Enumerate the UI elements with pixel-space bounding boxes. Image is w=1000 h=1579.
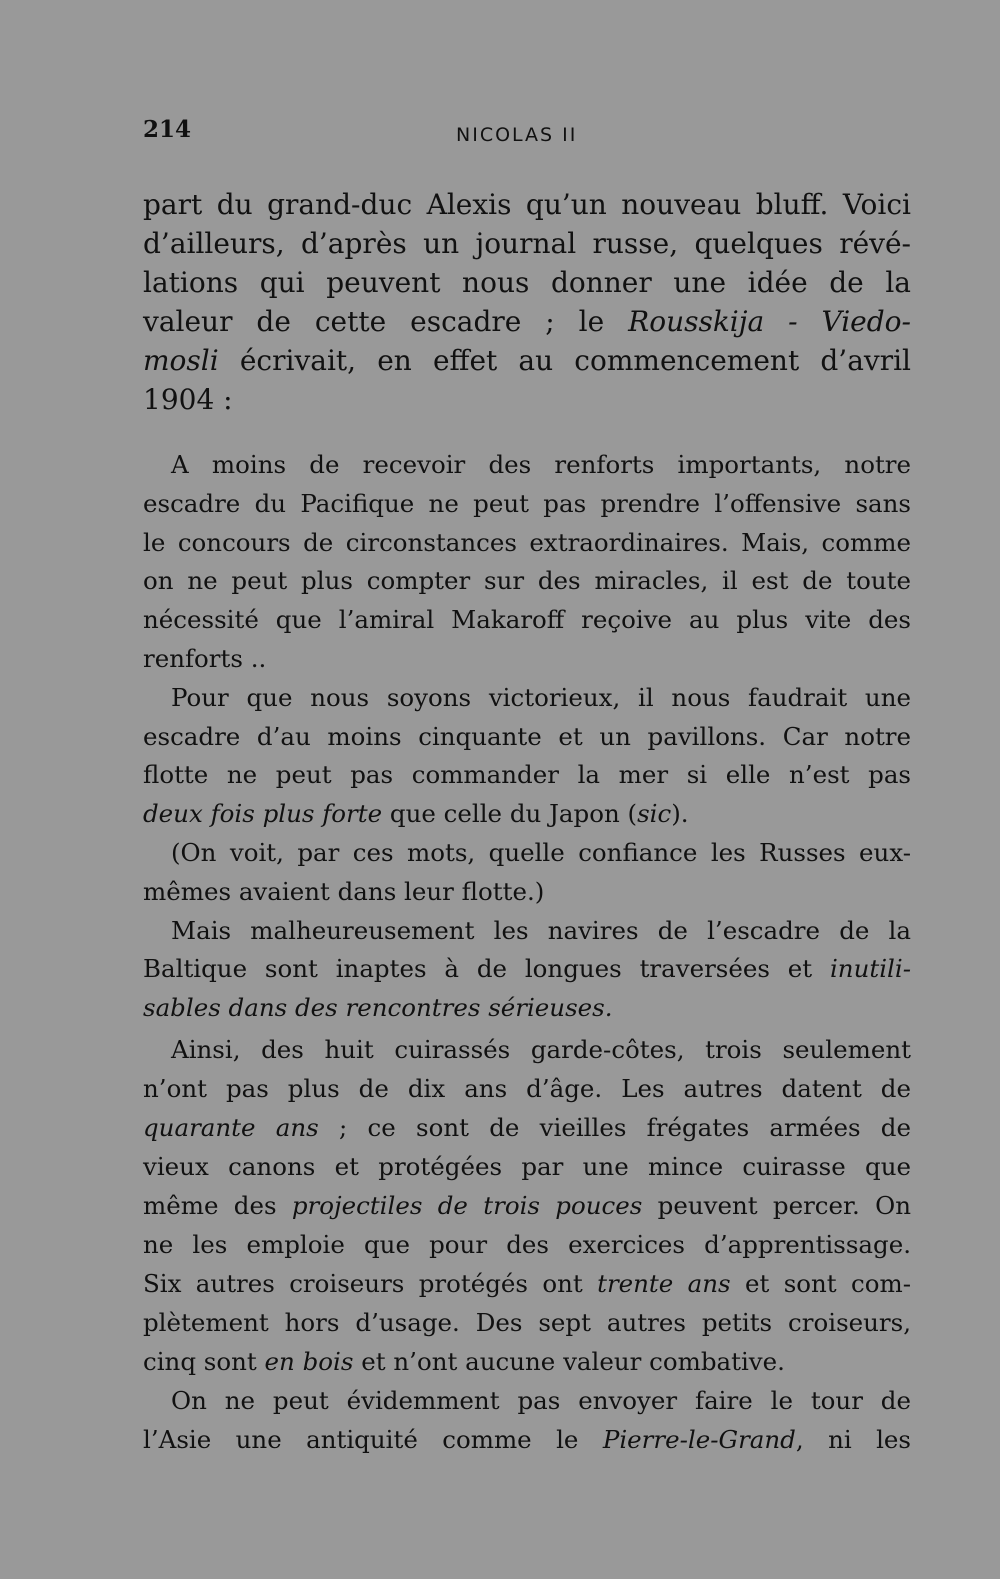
text-line: on ne peut plus compter sur des miracles, il est de toute	[143, 566, 911, 596]
text-line: valeur de cette escadre ; le Rousskija - Viedo-	[143, 305, 911, 338]
text-line: n’ont pas plus de dix ans d’âge. Les autres datent de	[143, 1074, 911, 1103]
text-line	[143, 989, 911, 1028]
text-line: lations qui peuvent nous donner une idée de la	[143, 266, 911, 299]
ship-name: Pierre-le-Grand	[602, 1425, 796, 1454]
text-line: l’Asie une antiquité comme le Pierre-le-Grand, ni les	[143, 1425, 912, 1454]
text-line: 1904 :	[143, 383, 233, 416]
text-line: flotte ne peut pas commander la mer si elle n’est pas	[143, 760, 911, 790]
text-line: nécessité que l’amiral Makaroff reçoive au plus vite des	[143, 605, 911, 635]
running-title: NICOLAS II	[456, 124, 578, 146]
emphasis: deux fois plus forte	[143, 799, 383, 829]
newspaper-title: mosli	[143, 344, 219, 377]
text-line: Mais malheureusement les navires de l’escadre de la	[171, 915, 911, 945]
text-line: le concours de circonstances extraordinaires. Mais, comme	[143, 527, 911, 557]
text-line: escadre d’au moins cinquante et un pavillons. Car notre	[143, 721, 911, 751]
text-line: deux fois plus forte que celle du Japon (sic).	[143, 799, 689, 829]
text-line: d’ailleurs, d’après un journal russe, quelques révé-	[143, 227, 911, 260]
text-line: cinq sont en bois et n’ont aucune valeur combative.	[143, 1347, 785, 1376]
text-line: Ainsi, des huit cuirassés garde-côtes, trois seulement	[171, 1035, 911, 1064]
emphasis: projectiles de trois pouces	[291, 1191, 643, 1220]
emphasis: inutili-	[829, 954, 911, 984]
quoted-passage	[143, 446, 911, 1028]
text-line: Baltique sont inaptes à de longues traversées et inutili-	[143, 954, 911, 984]
paragraph-intro	[143, 185, 911, 419]
text-line: escadre du Pacifique ne peut pas prendre l’offensive sans	[143, 488, 911, 518]
emphasis: quarante ans	[143, 1113, 319, 1142]
paragraph-fleet	[143, 1030, 911, 1459]
text-line: Six autres croiseurs protégés ont trente ans et sont com-	[143, 1269, 911, 1298]
emphasis: sables dans des rencontres sérieuses.	[143, 993, 613, 1023]
text-line: renforts ..	[143, 643, 267, 673]
page-number: 214	[143, 116, 192, 143]
text-line: quarante ans ; ce sont de vieilles frégates armées de	[143, 1113, 911, 1142]
text-line: vieux canons et protégées par une mince cuirasse que	[143, 1152, 911, 1181]
text-line: mosli écrivait, en effet au commencement d’avril	[143, 344, 911, 377]
text-line: (On voit, par ces mots, quelle confiance les Russes eux-	[171, 837, 911, 867]
text-line: Pour que nous soyons victorieux, il nous faudrait une	[171, 682, 911, 712]
text-line: A moins de recevoir des renforts importants, notre	[171, 450, 911, 479]
text-line: part du grand-duc Alexis qu’un nouveau bluff. Voici	[143, 188, 911, 221]
newspaper-title: Rousskija - Viedo-	[628, 305, 911, 338]
text-line: même des projectiles de trois pouces peuvent percer. On	[143, 1191, 912, 1220]
emphasis: sic	[637, 799, 672, 829]
text-line: mêmes avaient dans leur flotte.)	[143, 876, 545, 906]
text-line: ne les emploie que pour des exercices d’apprentissage.	[143, 1230, 911, 1259]
emphasis: trente ans	[597, 1269, 731, 1298]
text-line: plètement hors d’usage. Des sept autres petits croiseurs,	[143, 1308, 911, 1337]
page-header	[143, 112, 911, 152]
emphasis: en bois	[264, 1347, 354, 1376]
text-line: On ne peut évidemment pas envoyer faire le tour de	[171, 1386, 911, 1415]
